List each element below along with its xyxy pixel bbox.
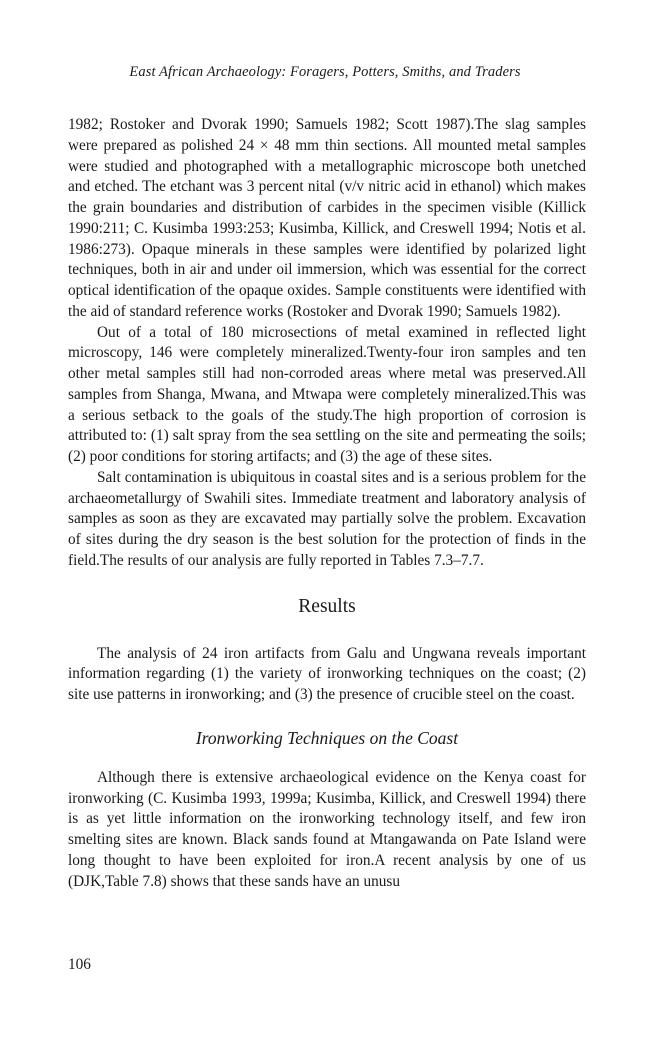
body-paragraph: The analysis of 24 iron artifacts from Galu and Ungwana reveals important information regarding (1) the variety of ironworking techniques on the coast; (2) site use patterns in ironworking; and (3) the presence of crucible steel on the coast. xyxy=(68,644,586,703)
running-head: East African Archaeology: Foragers, Potters, Smiths, and Traders xyxy=(129,64,521,80)
body-paragraph: Salt contamination is ubiquitous in coastal sites and is a serious problem for the archaeometallurgy of Swahili sites. Immediate treatment and laboratory analysis of samples as soon as they are excavated may partially solve the problem. Excavation of sites during the dry season is the best solution for the protection of finds in the field.The results of our analysis are fully reported in Tables 7.3–7.7. xyxy=(68,468,586,569)
section-heading: Results xyxy=(298,595,356,617)
page-number: 106 xyxy=(68,956,91,973)
subsection-heading: Ironworking Techniques on the Coast xyxy=(195,727,459,748)
body-paragraph: Although there is extensive archaeological evidence on the Kenya coast for ironworking (C. Kusimba 1993, 1999a; Kusimba, Killick, and Creswell 1994) there is as yet little information on the ironworking technology itself, and few iron smelting sites are known. Black sands found at Mtangawanda on Pate Island were long thought to have been exploited for iron.A recent analysis by one of us (DJK,Table 7.8) shows that these sands have an unusu xyxy=(68,768,586,890)
body-paragraph: 1982; Rostoker and Dvorak 1990; Samuels 1982; Scott 1987).The slag samples were prepared as polished 24 × 48 mm thin sections. All mounted metal samples were studied and photographed with a metallographic microscope both unetched and etched. The etchant was 3 percent nital (v/v nitric acid in ethanol) which makes the grain boundaries and distribution of carbides in the specimen visible (Killick 1990:211; C. Kusimba 1993:253; Kusimba, Killick, and Creswell 1994; Notis et al. 1986:273). Opaque minerals in these samples were identified by polarized light techniques, both in air and under oil immersion, which was essential for the correct optical identification of the opaque oxides. Sample constituents were identified with the aid of standard reference works (Rostoker and Dvorak 1990; Samuels 1982). xyxy=(68,116,586,320)
page-body xyxy=(68,115,586,892)
body-paragraph: Out of a total of 180 microsections of metal examined in reflected light microscopy, 146 were completely mineralized.Twenty-four iron samples and ten other metal samples still had non-corroded areas where metal was preserved.All samples from Shanga, Mwana, and Mtwapa were completely mineralized.This was a serious setback to the goals of the study.The high proportion of corrosion is attributed to: (1) salt spray from the sea settling on the site and permeating the soils; (2) poor conditions for storing artifacts; and (3) the age of these sites. xyxy=(68,323,586,465)
